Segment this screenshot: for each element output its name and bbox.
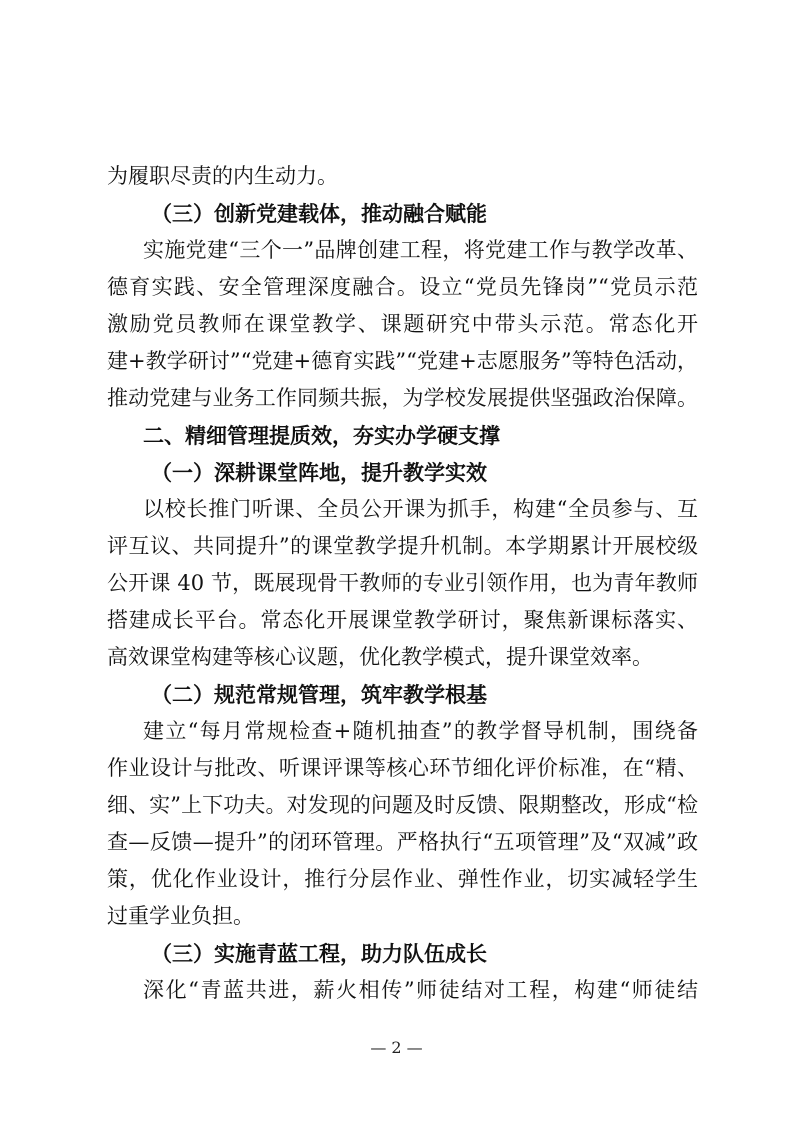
text-line: 过重学业负担。 — [107, 904, 254, 928]
text-line: 深化“青蓝共进，薪火相传”师徒结对工程，构建“师徒结 — [143, 978, 698, 1002]
subsection-heading: （二）规范常规管理，筑牢教学根基 — [151, 682, 487, 707]
text-line: 作业设计与批改、听课评课等核心环节细化评价标准，在“精、 — [107, 756, 698, 780]
text-line: 为履职尽责的内生动力。 — [107, 164, 338, 188]
text-line: 策，优化作业设计，推行分层作业、弹性作业，切实减轻学生 — [107, 867, 698, 891]
text-line: 推动党建与业务工作同频共振，为学校发展提供坚强政治保障。 — [107, 386, 698, 410]
text-line: 建+教学研讨”“党建+德育实践”“党建+志愿服务”等特色活动， — [107, 349, 698, 373]
text-line: 实施党建“三个一”品牌创建工程，将党建工作与教学改革、 — [143, 238, 698, 262]
text-line: 德育实践、安全管理深度融合。设立“党员先锋岗”“党员示范 — [107, 275, 698, 299]
subsection-heading: （三）创新党建载体，推动融合赋能 — [151, 201, 487, 226]
text-line: 激励党员教师在课堂教学、课题研究中带头示范。常态化开 — [107, 312, 698, 336]
text-line: 公开课 40 节，既展现骨干教师的专业引领作用，也为青年教师 — [107, 571, 698, 595]
subsection-heading: （一）深耕课堂阵地，提升教学实效 — [151, 460, 487, 485]
section-heading: 二、精细管理提质效，夯实办学硬支撑 — [143, 423, 500, 448]
text-line: 建立“每月常规检查+随机抽查”的教学督导机制，围绕备 — [143, 719, 698, 743]
text-line: 搭建成长平台。常态化开展课堂教学研讨，聚焦新课标落实、 — [107, 608, 698, 632]
text-line: 细、实”上下功夫。对发现的问题及时反馈、限期整改，形成“检 — [107, 793, 698, 817]
text-line: 以校长推门听课、全员公开课为抓手，构建“全员参与、互 — [143, 497, 698, 521]
text-line: 高效课堂构建等核心议题，优化教学模式，提升课堂效率。 — [107, 645, 653, 669]
text-line: 查—反馈—提升”的闭环管理。严格执行“五项管理”及“双减”政 — [107, 830, 698, 854]
document-body — [107, 158, 698, 1009]
text-line: 评互议、共同提升”的课堂教学提升机制。本学期累计开展校级 — [107, 534, 698, 558]
page-number: — 2 — — [370, 1038, 423, 1057]
subsection-heading: （三）实施青蓝工程，助力队伍成长 — [151, 941, 487, 966]
